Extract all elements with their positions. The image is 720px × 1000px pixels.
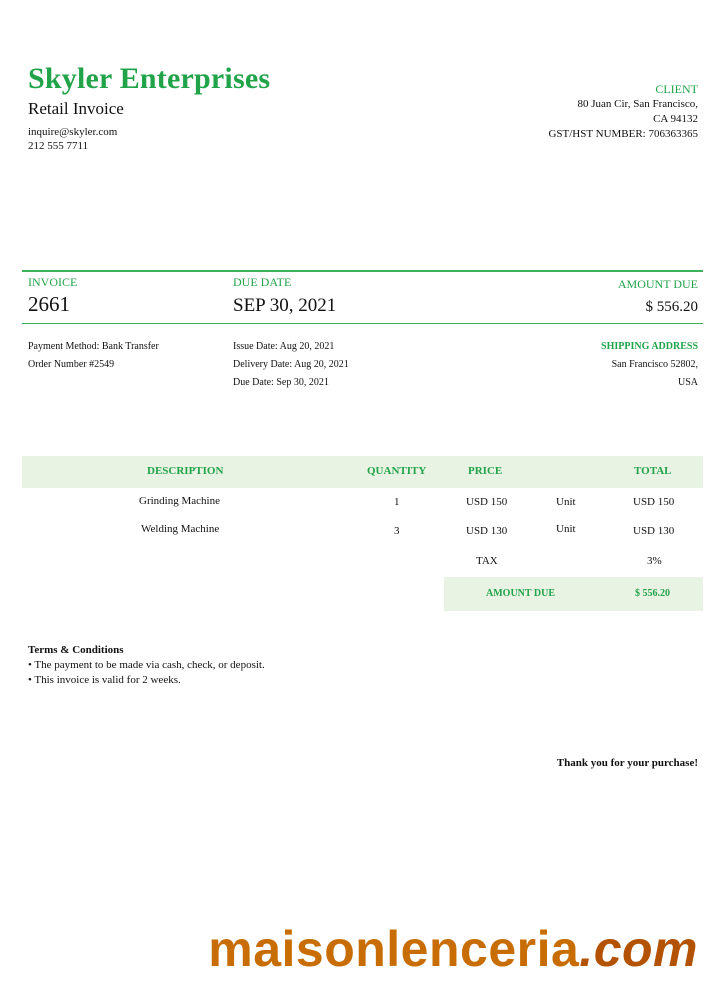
divider-top [22,270,703,272]
amount-due-label: AMOUNT DUE [617,277,698,291]
watermark-name: maisonlenceria [208,921,580,977]
company-phone: 212 555 7711 [28,140,89,152]
row-price: USD 130 [466,525,508,537]
dates-block [233,338,349,392]
terms-title: Terms & Conditions [28,644,124,656]
amount-due-value: $ 556.20 [645,299,698,315]
tax-label: TAX [476,555,498,567]
watermark-logo [208,920,698,978]
terms-block [28,643,265,688]
company-name: Skyler Enterprises [28,62,271,95]
terms-line: • This invoice is valid for 2 weeks. [28,674,181,686]
payment-method: Payment Method: Bank Transfer [28,341,159,352]
order-number: Order Number #2549 [28,359,115,370]
row-total: USD 130 [633,525,675,537]
header-quantity: QUANTITY [367,465,427,477]
shipping-address-label: SHIPPING ADDRESS [601,341,698,352]
row-unit: Unit [556,496,576,508]
client-tax-number: GST/HST NUMBER: 706363365 [548,128,698,140]
due-date-value: SEP 30, 2021 [233,295,337,316]
row-description: Welding Machine [141,523,220,535]
document-type: Retail Invoice [28,99,124,118]
client-block [548,82,698,142]
divider-middle [22,323,703,324]
items-table-header [22,456,703,488]
due-date: Due Date: Sep 30, 2021 [233,377,329,388]
summary-amount-due-label: AMOUNT DUE [486,588,555,599]
payment-block [28,338,159,374]
header-price: PRICE [468,465,503,477]
company-email: inquire@skyler.com [28,126,118,138]
delivery-date: Delivery Date: Aug 20, 2021 [233,359,349,370]
row-quantity: 3 [394,525,400,537]
summary-amount-due-value: $ 556.20 [635,588,670,599]
invoice-number: 2661 [28,292,70,316]
client-address-line2: CA 94132 [653,113,698,125]
thank-you-note: Thank you for your purchase! [556,757,698,769]
amount-due-summary [444,577,703,611]
terms-line: • The payment to be made via cash, check, or deposit. [28,659,265,671]
row-description: Grinding Machine [139,495,220,507]
watermark-domain: .com [579,921,698,977]
shipping-line2: USA [677,377,698,388]
client-address-line1: 80 Juan Cir, San Francisco, [577,98,698,110]
shipping-line1: San Francisco 52802, [611,359,698,370]
issue-date: Issue Date: Aug 20, 2021 [233,341,335,352]
row-unit: Unit [556,523,576,535]
tax-value: 3% [647,555,662,567]
row-price: USD 150 [466,496,508,508]
shipping-block [601,338,698,392]
header-description: DESCRIPTION [147,465,224,477]
row-total: USD 150 [633,496,675,508]
due-date-label: DUE DATE [233,275,292,289]
client-label: CLIENT [655,82,698,96]
row-quantity: 1 [394,496,400,508]
invoice-number-label: INVOICE [28,275,78,289]
header-total: TOTAL [634,465,672,477]
